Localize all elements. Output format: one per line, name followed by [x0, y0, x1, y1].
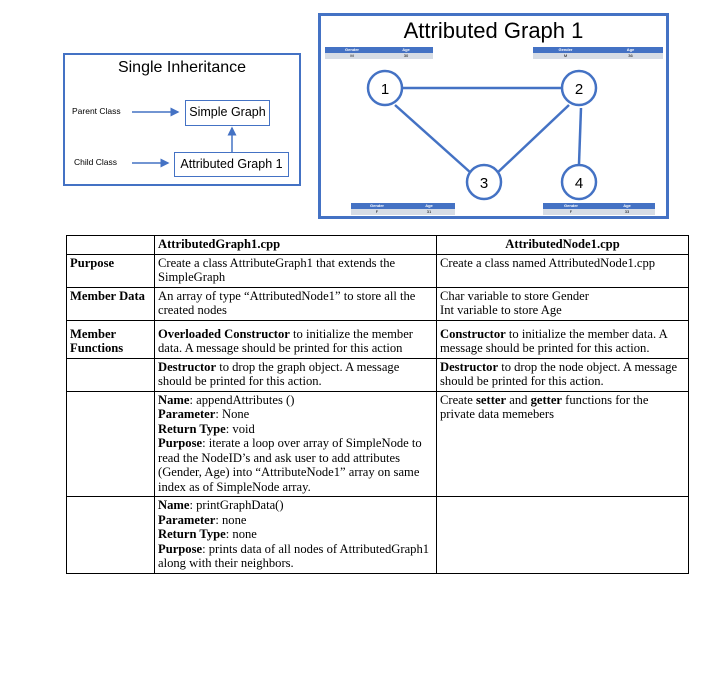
table-row-append-attributes: [67, 391, 689, 497]
inheritance-diagram: [63, 53, 301, 186]
attr-gender-value: F: [351, 209, 403, 215]
simple-graph-node: Simple Graph: [185, 100, 270, 126]
node-label-2: 2: [574, 81, 584, 98]
child-class-label: Child Class: [74, 157, 117, 167]
attr-header-age: Age: [403, 203, 455, 209]
setter-getter-node: Create setter and getter functions for the private data memebers: [437, 391, 689, 497]
attr-age-value: 30: [379, 53, 433, 59]
node-label-1: 1: [380, 81, 390, 98]
empty-cell: [67, 358, 155, 391]
print-graph-data-graph: Name: printGraphData() Parameter: none Return Type: none Purpose: prints data of all nodes of AttributedGraph1 along with their neighbors.: [155, 497, 437, 574]
empty-cell: [437, 497, 689, 574]
member-data-label: Member Data: [67, 287, 155, 320]
attr-gender-value: M: [533, 53, 598, 59]
edge-2-4: [579, 108, 581, 164]
attr-age-value: 36: [598, 53, 663, 59]
node-label-3: 3: [479, 175, 489, 192]
destructor-graph: Destructor to drop the graph object. A message should be printed for this action.: [155, 358, 437, 391]
empty-header-cell: [67, 236, 155, 255]
table-header-row: [67, 236, 689, 255]
attr-header-gender: Gender: [533, 47, 598, 53]
empty-cell: [67, 391, 155, 497]
attr-header-age: Age: [599, 203, 655, 209]
node-3-attributes: [351, 203, 455, 215]
node-4-attributes: [543, 203, 655, 215]
node-label-4: 4: [574, 175, 584, 192]
table-row-purpose: [67, 254, 689, 287]
attr-header-age: Age: [598, 47, 663, 53]
attr-header-gender: Gender: [351, 203, 403, 209]
attr-age-value: 33: [599, 209, 655, 215]
node-2-attributes: [533, 47, 663, 59]
member-data-gender: Char variable to store Gender: [440, 288, 589, 303]
purpose-label: Purpose: [67, 254, 155, 287]
table-row-constructor: [67, 320, 689, 358]
attr-gender-value: F: [543, 209, 599, 215]
destructor-node: Destructor to drop the node object. A message should be printed for this action.: [437, 358, 689, 391]
attr-gender-value: M: [325, 53, 379, 59]
table-row-member-data: [67, 287, 689, 320]
purpose-node: Create a class named AttributedNode1.cpp: [437, 254, 689, 287]
constructor-node: Constructor to initialize the member data. A message should be printed for this action.: [437, 320, 689, 358]
attributed-graph-node: Attributed Graph 1: [174, 152, 289, 177]
edge-1-3: [395, 105, 471, 173]
graph-node-4: [562, 165, 596, 199]
member-functions-label: Member Functions: [67, 320, 155, 358]
table-row-destructor: [67, 358, 689, 391]
edge-2-3: [496, 105, 569, 174]
member-data-graph: An array of type “AttributedNode1” to store all the created nodes: [155, 287, 437, 320]
attr-header-gender: Gender: [543, 203, 599, 209]
member-data-age: Int variable to store Age: [440, 303, 562, 317]
table-row-print-graph: [67, 497, 689, 574]
header-graph-cpp: AttributedGraph1.cpp: [155, 236, 437, 255]
member-data-node: [437, 287, 689, 320]
parent-class-label: Parent Class: [72, 106, 121, 116]
graph-node-2: [562, 71, 596, 105]
empty-cell: [67, 497, 155, 574]
graph-title: Attributed Graph 1: [403, 18, 584, 43]
node-1-attributes: [325, 47, 433, 59]
attr-header-age: Age: [379, 47, 433, 53]
class-spec-table: [66, 235, 689, 574]
attributed-graph-diagram: [318, 13, 669, 219]
constructor-graph: Overloaded Constructor to initialize the member data. A message should be printed for this action: [155, 320, 437, 358]
append-attributes-graph: Name: appendAttributes () Parameter: None Return Type: void Purpose: iterate a loop over array of SimpleNode to read the NodeID’s and ask user to add attributes (Gender, Age) into “AttributeNode1” array on same index as of SimpleNode array.: [155, 391, 437, 497]
header-node-cpp: AttributedNode1.cpp: [437, 236, 689, 255]
graph-drawing: [321, 16, 666, 216]
purpose-graph: Create a class AttributeGraph1 that extends the SimpleGraph: [155, 254, 437, 287]
inheritance-title: Single Inheritance: [117, 59, 247, 76]
graph-node-1: [368, 71, 402, 105]
graph-node-3: [467, 165, 501, 199]
attr-age-value: 31: [403, 209, 455, 215]
attr-header-gender: Gender: [325, 47, 379, 53]
